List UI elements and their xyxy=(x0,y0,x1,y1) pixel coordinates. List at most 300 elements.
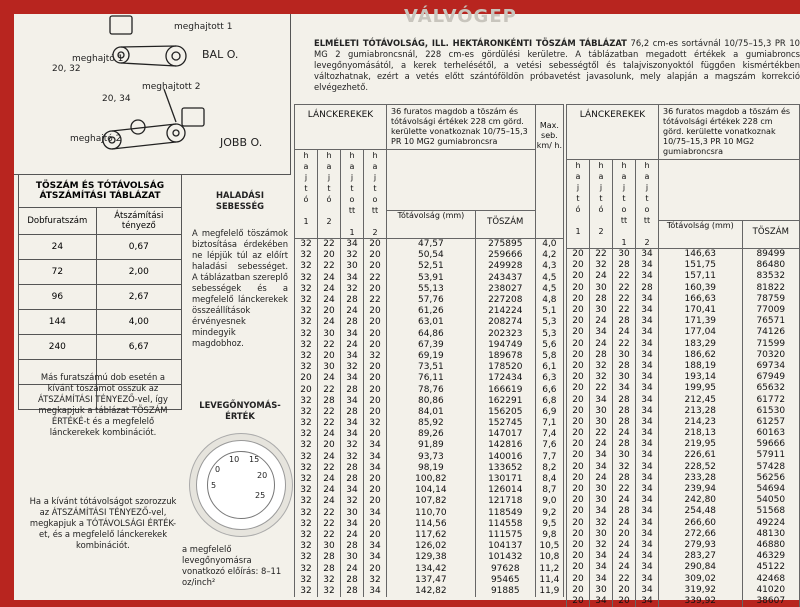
table-cell: 64,86 xyxy=(387,329,476,340)
table-cell: 146,63 xyxy=(659,249,743,261)
table-cell: 24 xyxy=(613,327,636,338)
table-cell: 34 xyxy=(590,394,613,405)
table-cell: 6,3 xyxy=(535,373,563,384)
table-cell: 20 xyxy=(364,429,387,440)
note-desired-rate: Ha a kívánt tótávolságot szorozzuk az ÁTSZÁMÍTÁSI TÉNYEZŐ-vel, megkapjuk a TÓTÁVOLSÁGI ÉRTÉK-et, és a megfelelő lánckerekek kombinációt. xyxy=(29,496,177,550)
table-cell: 91885 xyxy=(475,586,535,597)
table-cell: 22 xyxy=(613,283,636,294)
table-cell: 171,39 xyxy=(659,316,743,327)
table-row xyxy=(567,372,800,383)
table-cell: 20 xyxy=(364,373,387,384)
table-cell: 30 xyxy=(613,372,636,383)
table-cell: 233,28 xyxy=(659,473,743,484)
table-row xyxy=(567,573,800,584)
table-cell: 34 xyxy=(636,327,659,338)
table-cell: 46329 xyxy=(742,551,799,562)
cell: 72 xyxy=(19,260,97,285)
table-row xyxy=(567,495,800,506)
col-sprocket-head: h a j t ó 1 xyxy=(295,150,318,239)
table-cell: 32 xyxy=(295,575,318,586)
table-cell: 32 xyxy=(341,362,364,373)
table-row xyxy=(295,586,564,597)
cell: 4,00 xyxy=(96,310,181,335)
table-cell: 22 xyxy=(613,573,636,584)
table-cell: 34 xyxy=(636,249,659,261)
table-cell: 32 xyxy=(613,462,636,473)
table-cell: 22 xyxy=(318,340,341,351)
header-text xyxy=(314,38,800,93)
table-cell: 76,11 xyxy=(387,373,476,384)
table-cell: 32 xyxy=(295,407,318,418)
table-cell: 20 xyxy=(318,440,341,451)
table-cell: 24 xyxy=(318,317,341,328)
table-cell: 34 xyxy=(341,396,364,407)
table-cell: 11,4 xyxy=(535,575,563,586)
table-row xyxy=(295,273,564,284)
table-cell: 20 xyxy=(613,585,636,596)
table-row xyxy=(295,351,564,362)
table-cell: 32 xyxy=(364,575,387,586)
table-row xyxy=(567,417,800,428)
table-cell: 212,45 xyxy=(659,394,743,405)
table-cell: 20 xyxy=(364,306,387,317)
table-cell: 22 xyxy=(613,271,636,282)
table-cell: 41020 xyxy=(742,585,799,596)
head-drum: 36 furatos magdob a töszám és tótávolsági értékek 228 cm görd. kerülette vonatkoznak 10/75–15,3 PR 10 MG2 gumiabroncsra xyxy=(659,105,800,160)
head-sprockets: LÁNCKEREKEK xyxy=(567,105,659,160)
table-cell: 34 xyxy=(341,329,364,340)
table-cell: 28 xyxy=(318,552,341,563)
table-cell: 32 xyxy=(295,496,318,507)
table-row xyxy=(567,283,800,294)
table-cell: 67,39 xyxy=(387,340,476,351)
table-row xyxy=(295,373,564,384)
table-cell: 20 xyxy=(318,306,341,317)
table-cell: 283,27 xyxy=(659,551,743,562)
table-cell: 45122 xyxy=(742,562,799,573)
table-cell: 8,4 xyxy=(535,474,563,485)
table-cell: 47,57 xyxy=(387,239,476,251)
table-cell: 34 xyxy=(364,452,387,463)
table-cell: 32 xyxy=(295,284,318,295)
table-cell: 65632 xyxy=(742,383,799,394)
table-cell: 95465 xyxy=(475,575,535,586)
table-row xyxy=(567,327,800,338)
table-cell: 10,5 xyxy=(535,541,563,552)
table-cell: 6,9 xyxy=(535,407,563,418)
table-cell: 24 xyxy=(613,540,636,551)
table-row xyxy=(567,260,800,271)
sign-title-fragment: VÁLVÓGEP xyxy=(404,6,517,27)
table-cell: 24 xyxy=(590,473,613,484)
table-cell: 183,29 xyxy=(659,339,743,350)
table-cell: 272,66 xyxy=(659,529,743,540)
table-cell: 32 xyxy=(590,540,613,551)
table-cell: 32 xyxy=(341,250,364,261)
table-cell: 34 xyxy=(636,406,659,417)
label-driver-2: meghajtó 2 xyxy=(70,134,122,144)
table-cell: 218,13 xyxy=(659,428,743,439)
table-cell: 172434 xyxy=(475,373,535,384)
table-row xyxy=(567,305,800,316)
gauge-tick: 15 xyxy=(249,455,260,464)
table-cell: 162291 xyxy=(475,396,535,407)
label-teeth-2: 20, 34 xyxy=(102,94,131,104)
cell: 240 xyxy=(19,335,97,360)
table-cell: 219,95 xyxy=(659,439,743,450)
table-cell: 34 xyxy=(636,383,659,394)
table-cell: 20 xyxy=(567,383,590,394)
table-cell: 8,7 xyxy=(535,485,563,496)
table-cell: 20 xyxy=(567,406,590,417)
table-cell: 20 xyxy=(567,283,590,294)
table-right xyxy=(566,104,800,607)
table-row xyxy=(567,406,800,417)
table-cell: 243437 xyxy=(475,273,535,284)
table-row xyxy=(295,541,564,552)
table-cell: 20 xyxy=(567,506,590,517)
table-cell: 34 xyxy=(341,273,364,284)
cell: 96 xyxy=(19,285,97,310)
table-cell: 52,51 xyxy=(387,261,476,272)
table-cell: 4,0 xyxy=(535,239,563,251)
table-cell: 20 xyxy=(567,294,590,305)
table-cell: 50,54 xyxy=(387,250,476,261)
table-cell: 10,8 xyxy=(535,552,563,563)
table-cell: 24 xyxy=(318,429,341,440)
table-cell: 20 xyxy=(364,496,387,507)
table-cell: 20 xyxy=(364,239,387,251)
table-cell: 107,82 xyxy=(387,496,476,507)
table-cell: 34 xyxy=(341,485,364,496)
table-cell: 28 xyxy=(341,407,364,418)
table-cell: 76571 xyxy=(742,316,799,327)
pressure-heading: LEVEGŐNYOMÁS-ÉRTÉK xyxy=(199,400,281,421)
table-cell: 4,8 xyxy=(535,295,563,306)
table-cell: 238027 xyxy=(475,284,535,295)
table-cell: 67949 xyxy=(742,372,799,383)
table-cell: 213,28 xyxy=(659,406,743,417)
table-row xyxy=(295,519,564,530)
table-cell: 56256 xyxy=(742,473,799,484)
table-cell: 34 xyxy=(636,417,659,428)
table-cell: 20 xyxy=(567,249,590,261)
table-cell: 214224 xyxy=(475,306,535,317)
speed-text: A megfelelő töszámok biztosítása érdekében ne lépjük túl az előírt haladási sebességet. A táblázatban szereplő sebességek és a megfelelő lánckerekek összeállítások érvényesnek mindegyik magdobhoz. xyxy=(192,228,288,348)
head-distance: Tótávolság (mm) xyxy=(387,211,476,239)
table-row xyxy=(567,551,800,562)
table-row xyxy=(567,462,800,473)
table-cell: 32 xyxy=(295,273,318,284)
table-cell: 6,1 xyxy=(535,362,563,373)
table-cell: 32 xyxy=(590,518,613,529)
table-cell: 34 xyxy=(590,506,613,517)
table-cell: 32 xyxy=(318,586,341,597)
table-cell: 34 xyxy=(613,383,636,394)
table-cell: 22 xyxy=(590,249,613,261)
table-cell: 77009 xyxy=(742,305,799,316)
table-cell: 28 xyxy=(636,283,659,294)
table-cell: 11,2 xyxy=(535,563,563,574)
table-cell: 5,6 xyxy=(535,340,563,351)
table-cell: 178520 xyxy=(475,362,535,373)
table-cell: 34 xyxy=(636,372,659,383)
table-cell: 34 xyxy=(636,361,659,372)
table-cell: 32 xyxy=(295,329,318,340)
table-cell: 228,52 xyxy=(659,462,743,473)
table-cell: 32 xyxy=(295,429,318,440)
table-cell: 34 xyxy=(341,373,364,384)
col-head-factor: Átszámítási tényező xyxy=(96,208,181,235)
gauge-tick: 0 xyxy=(215,465,221,474)
table-cell: 189678 xyxy=(475,351,535,362)
table-cell: 32 xyxy=(364,418,387,429)
table-row xyxy=(295,317,564,328)
table-cell: 20 xyxy=(567,473,590,484)
table-cell: 28 xyxy=(341,384,364,395)
label-driver-1: meghajtó 1 xyxy=(72,54,124,64)
table-cell: 34 xyxy=(636,439,659,450)
table-cell: 20 xyxy=(567,260,590,271)
table-cell: 34 xyxy=(590,327,613,338)
table-row xyxy=(567,529,800,540)
table-row xyxy=(567,294,800,305)
table-cell: 74126 xyxy=(742,327,799,338)
table-cell: 104137 xyxy=(475,541,535,552)
table-cell: 30 xyxy=(590,495,613,506)
table-cell: 7,6 xyxy=(535,440,563,451)
table-cell: 177,04 xyxy=(659,327,743,338)
table-cell: 60163 xyxy=(742,428,799,439)
table-cell: 73,51 xyxy=(387,362,476,373)
table-cell: 20 xyxy=(567,540,590,551)
table-cell: 24 xyxy=(341,563,364,574)
table-cell: 48130 xyxy=(742,529,799,540)
table-cell: 20 xyxy=(567,417,590,428)
table-cell: 80,86 xyxy=(387,396,476,407)
table-cell: 34 xyxy=(636,506,659,517)
table-cell: 20 xyxy=(567,462,590,473)
table-cell: 24 xyxy=(613,428,636,439)
table-cell: 24 xyxy=(341,340,364,351)
table-cell: 6,8 xyxy=(535,396,563,407)
table-cell: 61772 xyxy=(742,394,799,405)
table-cell: 20 xyxy=(567,339,590,350)
table-cell: 78759 xyxy=(742,294,799,305)
table-cell: 32 xyxy=(295,508,318,519)
table-cell: 85,92 xyxy=(387,418,476,429)
table-row xyxy=(295,295,564,306)
table-cell: 152745 xyxy=(475,418,535,429)
table-cell: 24 xyxy=(318,295,341,306)
table-row xyxy=(295,284,564,295)
table-cell: 30 xyxy=(590,406,613,417)
table-cell: 34 xyxy=(590,450,613,461)
table-row xyxy=(295,329,564,340)
table-cell: 22 xyxy=(613,305,636,316)
conversion-caption: TÖSZÁM ÉS TÓTÁVOLSÁG ÁTSZÁMÍTÁSI TÁBLÁZAT xyxy=(19,175,182,208)
table-cell: 30 xyxy=(613,249,636,261)
table-cell: 24 xyxy=(318,485,341,496)
table-cell: 32 xyxy=(364,351,387,362)
table-cell: 20 xyxy=(364,261,387,272)
table-cell: 5,3 xyxy=(535,329,563,340)
table-cell: 54694 xyxy=(742,484,799,495)
table-cell: 32 xyxy=(341,452,364,463)
header-heading: ELMÉLETI TÓTÁVOLSÁG, ILL. HEKTÁRONKÉNTI TÖSZÁM TÁBLÁZAT xyxy=(314,38,627,48)
table-cell: 7,1 xyxy=(535,418,563,429)
table-cell: 157,11 xyxy=(659,271,743,282)
table-cell: 20 xyxy=(364,474,387,485)
table-cell: 20 xyxy=(364,329,387,340)
table-cell: 22 xyxy=(318,530,341,541)
table-cell: 34 xyxy=(636,551,659,562)
table-cell: 34 xyxy=(364,586,387,597)
table-cell: 24 xyxy=(613,495,636,506)
head-count: TÖSZÁM xyxy=(475,211,535,239)
table-cell: 20 xyxy=(567,484,590,495)
table-cell: 22 xyxy=(613,339,636,350)
table-cell: 28 xyxy=(318,563,341,574)
table-cell: 34 xyxy=(636,305,659,316)
table-cell: 126014 xyxy=(475,485,535,496)
table-cell: 32 xyxy=(295,474,318,485)
table-row xyxy=(295,407,564,418)
table-cell: 24 xyxy=(613,562,636,573)
table-cell: 81822 xyxy=(742,283,799,294)
table-cell: 22 xyxy=(318,239,341,251)
table-cell: 57911 xyxy=(742,450,799,461)
table-cell: 22 xyxy=(364,273,387,284)
table-cell: 5,8 xyxy=(535,351,563,362)
table-cell: 34 xyxy=(364,508,387,519)
table-cell: 54050 xyxy=(742,495,799,506)
table-cell: 24 xyxy=(318,273,341,284)
table-cell: 24 xyxy=(318,452,341,463)
table-cell: 4,3 xyxy=(535,261,563,272)
table-cell: 89499 xyxy=(742,249,799,261)
table-cell: 254,48 xyxy=(659,506,743,517)
label-teeth-1: 20, 32 xyxy=(52,64,81,74)
table-row xyxy=(567,585,800,596)
table-row xyxy=(567,596,800,607)
table-cell: 7,7 xyxy=(535,452,563,463)
table-cell: 55,13 xyxy=(387,284,476,295)
table-row xyxy=(295,508,564,519)
table-cell: 83532 xyxy=(742,271,799,282)
table-cell: 34 xyxy=(636,484,659,495)
table-cell: 114,56 xyxy=(387,519,476,530)
head-speed: Max. seb. km/ h. xyxy=(535,105,563,239)
pressure-gauge xyxy=(196,440,286,530)
table-row xyxy=(295,384,564,395)
table-cell: 34 xyxy=(636,518,659,529)
table-row xyxy=(295,530,564,541)
sprocket-drawing xyxy=(14,14,290,174)
table-cell: 34 xyxy=(636,585,659,596)
table-cell: 32 xyxy=(295,239,318,251)
table-row xyxy=(295,496,564,507)
table-cell: 134,42 xyxy=(387,563,476,574)
table-row xyxy=(567,350,800,361)
table-cell: 186,62 xyxy=(659,350,743,361)
table-cell: 20 xyxy=(364,396,387,407)
cell: 144 xyxy=(19,310,97,335)
table-cell: 61257 xyxy=(742,417,799,428)
table-cell: 32 xyxy=(295,295,318,306)
table-cell: 32 xyxy=(295,452,318,463)
table-row xyxy=(295,429,564,440)
table-cell: 32 xyxy=(295,340,318,351)
table-cell: 28 xyxy=(590,350,613,361)
table-cell: 20 xyxy=(318,250,341,261)
label-driven-1: meghajtott 1 xyxy=(174,22,233,32)
table-cell: 32 xyxy=(295,541,318,552)
table-cell: 114558 xyxy=(475,519,535,530)
table-cell: 242,80 xyxy=(659,495,743,506)
table-cell: 4,5 xyxy=(535,273,563,284)
table-cell: 97628 xyxy=(475,563,535,574)
table-cell: 32 xyxy=(295,418,318,429)
table-cell: 20 xyxy=(364,519,387,530)
table-cell: 70320 xyxy=(742,350,799,361)
table-cell: 8,2 xyxy=(535,463,563,474)
table-cell: 24 xyxy=(590,316,613,327)
table-cell: 20 xyxy=(364,250,387,261)
table-cell: 69,19 xyxy=(387,351,476,362)
table-cell: 34 xyxy=(636,573,659,584)
table-cell: 20 xyxy=(567,450,590,461)
table-row xyxy=(567,518,800,529)
table-row xyxy=(295,396,564,407)
table-row xyxy=(295,340,564,351)
table-row xyxy=(295,306,564,317)
table-row xyxy=(567,339,800,350)
table-cell: 20 xyxy=(567,394,590,405)
table-cell: 166,63 xyxy=(659,294,743,305)
table-cell: 78,76 xyxy=(387,384,476,395)
table-row xyxy=(567,439,800,450)
table-row xyxy=(567,361,800,372)
table-cell: 22 xyxy=(318,384,341,395)
table-cell: 6,6 xyxy=(535,384,563,395)
table-cell: 22 xyxy=(613,294,636,305)
table-cell: 63,01 xyxy=(387,317,476,328)
col-sprocket-head: h a j t ó 2 xyxy=(318,150,341,239)
table-cell: 32 xyxy=(295,317,318,328)
table-cell: 32 xyxy=(318,575,341,586)
table-cell: 20 xyxy=(567,271,590,282)
table-cell: 9,5 xyxy=(535,519,563,530)
table-cell: 84,01 xyxy=(387,407,476,418)
table-cell: 32 xyxy=(295,396,318,407)
table-cell: 22 xyxy=(364,295,387,306)
seed-drill-sign xyxy=(14,6,800,606)
table-cell: 38607 xyxy=(742,596,799,607)
table-cell: 202323 xyxy=(475,329,535,340)
table-cell: 34 xyxy=(636,260,659,271)
head-sprockets: LÁNCKEREKEK xyxy=(295,105,387,150)
table-cell: 24 xyxy=(590,271,613,282)
table-cell: 275895 xyxy=(475,239,535,251)
col-sprocket-head: h a j t o tt 1 xyxy=(613,160,636,249)
table-cell: 20 xyxy=(567,327,590,338)
table-row xyxy=(567,484,800,495)
table-row xyxy=(295,552,564,563)
table-cell: 32 xyxy=(295,362,318,373)
table-cell: 319,92 xyxy=(659,585,743,596)
table-cell: 20 xyxy=(364,340,387,351)
